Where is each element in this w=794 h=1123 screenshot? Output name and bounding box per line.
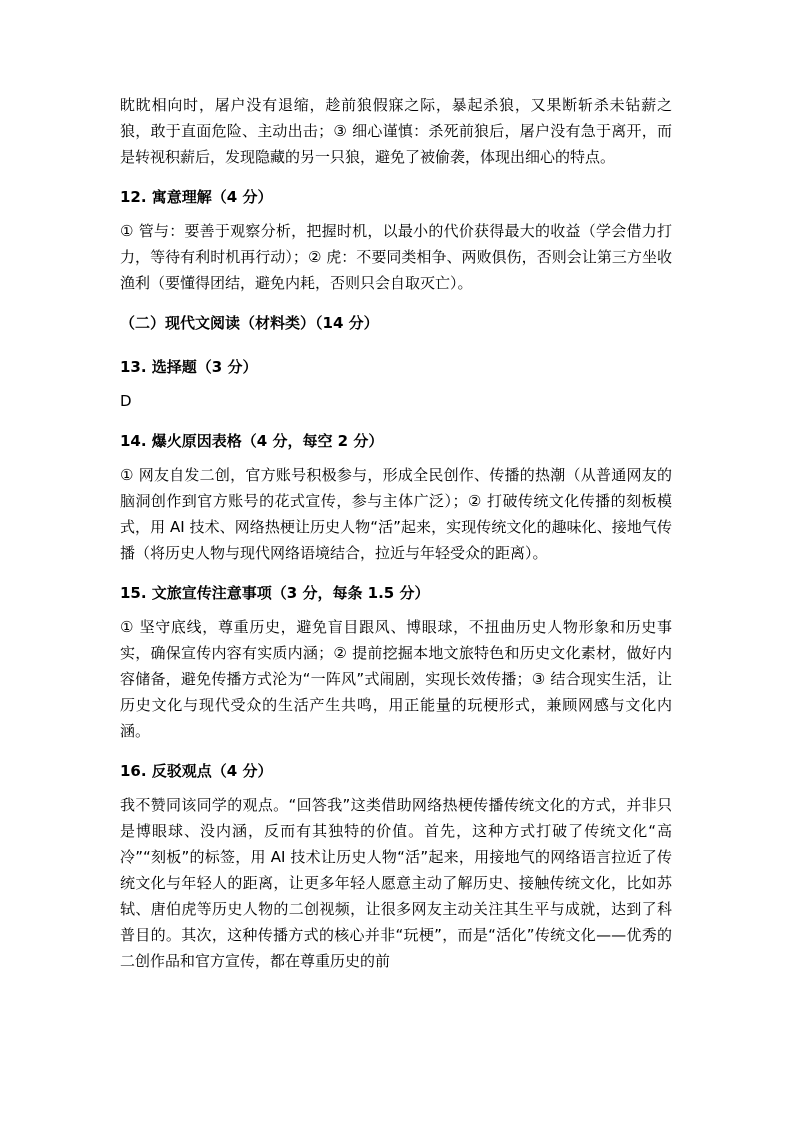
- q15-answer-text: ① 坚守底线，尊重历史，避免盲目跟风、博眼球，不扭曲历史人物形象和历史事实，确保宣传内容有实质内涵；② 提前挖掘本地文旅特色和历史文化素材，做好内容储备，避免传播方式沦为“一阵风”式闹剧，实现长效传播；③ 结合现实生活，让历史文化与现代受众的生活产生共鸣，用正能量的玩梗形式，兼顾网感与文化内涵。: [120, 618, 672, 740]
- q11-answer-text: 眈眈相向时，屠户没有退缩，趁前狼假寐之际，暴起杀狼，又果断斩杀未钻薪之狼，敢于直面危险、主动出击；③ 细心谨慎：杀死前狼后，屠户没有急于离开，而是转视积薪后，发现隐藏的另一只狼，避免了被偷袭，体现出细心的特点。: [120, 96, 672, 166]
- q14-heading: 14. 爆火原因表格（4 分，每空 2 分）: [120, 432, 384, 450]
- section2-title-block: [120, 312, 672, 334]
- q11-continuation: [120, 92, 672, 170]
- q13-heading: 13. 选择题（3 分）: [120, 358, 258, 376]
- q13-section: [120, 356, 672, 414]
- answer-content: [120, 92, 672, 990]
- q13-answer-text: D: [120, 392, 132, 410]
- q16-answer-text: 我不赞同该同学的观点。“回答我”这类借助网络热梗传播传统文化的方式，并非只是博眼球、没内涵，反而有其独特的价值。首先，这种方式打破了传统文化“高冷”“刻板”的标签，用 AI 技术让历史人物“活”起来，用接地气的网络语言拉近了传统文化与年轻人的距离，让更多年轻人愿意主动了解历史、接触传统文化，比如苏轼、唐伯虎等历史人物的二创视频，让很多网友主动关注其生平与成就，达到了科普目的。其次，这种传播方式的核心并非“玩梗”，而是“活化”传统文化——优秀的二创作品和官方宣传，都在尊重历史的前: [120, 796, 672, 970]
- q16-heading: 16. 反驳观点（4 分）: [120, 762, 273, 780]
- q12-answer-text: ① 管与：要善于观察分析，把握时机，以最小的代价获得最大的收益（学会借力打力，等待有利时机再行动）；② 虎：不要同类相争、两败俱伤，否则会让第三方坐收渔利（要懂得团结，避免内耗，否则只会自取灭亡）。: [120, 222, 672, 292]
- q14-answer-text: ① 网友自发二创，官方账号积极参与，形成全民创作、传播的热潮（从普通网友的脑洞创作到官方账号的花式宣传，参与主体广泛）；② 打破传统文化传播的刻板模式，用 AI 技术、网络热梗让历史人物“活”起来，实现传统文化的趣味化、接地气传播（将历史人物与现代网络语境结合，拉近与年轻受众的距离）。: [120, 466, 672, 562]
- q15-heading: 15. 文旅宣传注意事项（3 分，每条 1.5 分）: [120, 584, 430, 602]
- q16-section: [120, 760, 672, 974]
- q12-section: [120, 186, 672, 296]
- section2-title: （二）现代文阅读（材料类）（14 分）: [120, 314, 379, 332]
- q15-section: [120, 582, 672, 744]
- q14-section: [120, 430, 672, 566]
- q12-heading: 12. 寓意理解（4 分）: [120, 188, 273, 206]
